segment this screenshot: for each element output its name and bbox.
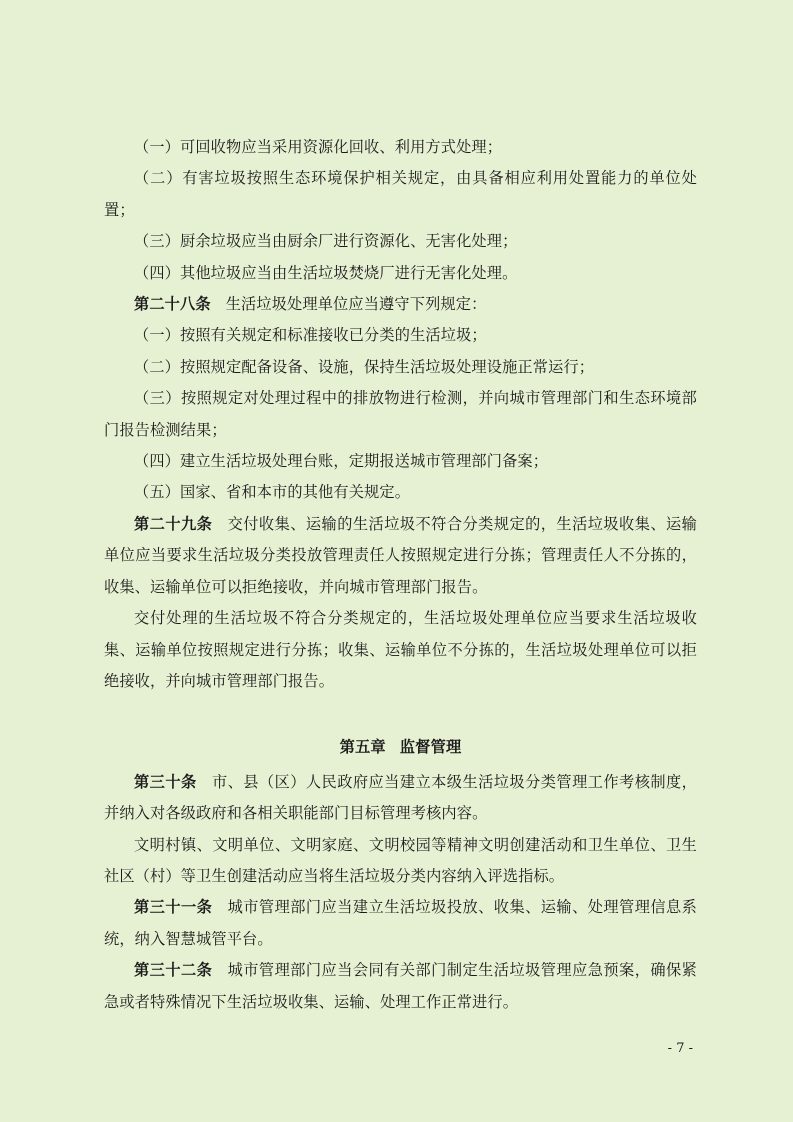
article-text: 市、县（区）人民政府应当建立本级生活垃圾分类管理工作考核制度，并纳入对各级政府和各相关职能部门目标管理考核内容。 — [104, 772, 697, 823]
article-32 — [104, 955, 697, 1018]
article-31 — [104, 892, 697, 955]
article-text: 城市管理部门应当会同有关部门制定生活垃圾管理应急预案，确保紧急或者特殊情况下生活垃圾收集、运输、处理工作正常进行。 — [104, 961, 698, 1011]
article-label: 第三十一条 — [134, 898, 213, 917]
article-label: 第三十二条 — [134, 961, 213, 980]
paragraph: 交付处理的生活垃圾不符合分类规定的，生活垃圾处理单位应当要求生活垃圾收集、运输单位按照规定进行分拣；收集、运输单位不分拣的，生活垃圾处理单位可以拒绝接收，并向城市管理部门报告。 — [104, 609, 697, 690]
article-29 — [104, 509, 697, 603]
list-item: （四）建立生活垃圾处理台账，定期报送城市管理部门备案； — [134, 452, 549, 471]
article-label: 第二十九条 — [134, 514, 213, 533]
chapter-heading — [104, 735, 697, 760]
list-item: （五）国家、省和本市的其他有关规定。 — [134, 483, 411, 502]
list-item: （一）按照有关规定和标准接收已分类的生活垃圾； — [134, 326, 487, 345]
list-item: （四）其他垃圾应当由生活垃圾焚烧厂进行无害化处理。 — [134, 263, 518, 282]
article-label: 第二十八条 — [134, 295, 211, 314]
list-item: （三）厨余垃圾应当由厨余厂进行资源化、无害化处理； — [134, 232, 518, 251]
list-item: （三）按照规定对处理过程中的排放物进行检测，并向城市管理部门和生态环境部门报告检测结果； — [104, 389, 697, 439]
chapter-title: 监督管理 — [399, 738, 462, 757]
page-number: - 7 - — [667, 1041, 693, 1056]
list-item: （一）可回收物应当采用资源化回收、利用方式处理； — [134, 138, 503, 156]
article-text: 交付收集、运输的生活垃圾不符合分类规定的，生活垃圾收集、运输单位应当要求生活垃圾分类投放管理责任人按照规定进行分拣；管理责任人不分拣的，收集、运输单位可以拒绝接收，并向城市管理部门报告。 — [104, 514, 698, 596]
list-item: （二）有害垃圾按照生态环境保护相关规定，由具备相应利用处置能力的单位处置； — [104, 169, 697, 219]
list-item: （二）按照规定配备设备、设施，保持生活垃圾处理设施正常运行； — [134, 357, 595, 376]
article-28 — [104, 289, 697, 320]
article-text: 城市管理部门应当建立生活垃圾投放、收集、运输、处理管理信息系统，纳入智慧城管平台。 — [104, 898, 698, 948]
paragraph: 文明村镇、文明单位、文明家庭、文明校园等精神文明创建活动和卫生单位、卫生社区（村）等卫生创建活动应当将生活垃圾分类内容纳入评选指标。 — [104, 835, 697, 885]
article-text: 生活垃圾处理单位应当遵守下列规定： — [225, 295, 487, 314]
chapter-number: 第五章 — [339, 738, 386, 757]
article-label: 第三十条 — [134, 772, 197, 791]
article-30 — [104, 767, 697, 830]
